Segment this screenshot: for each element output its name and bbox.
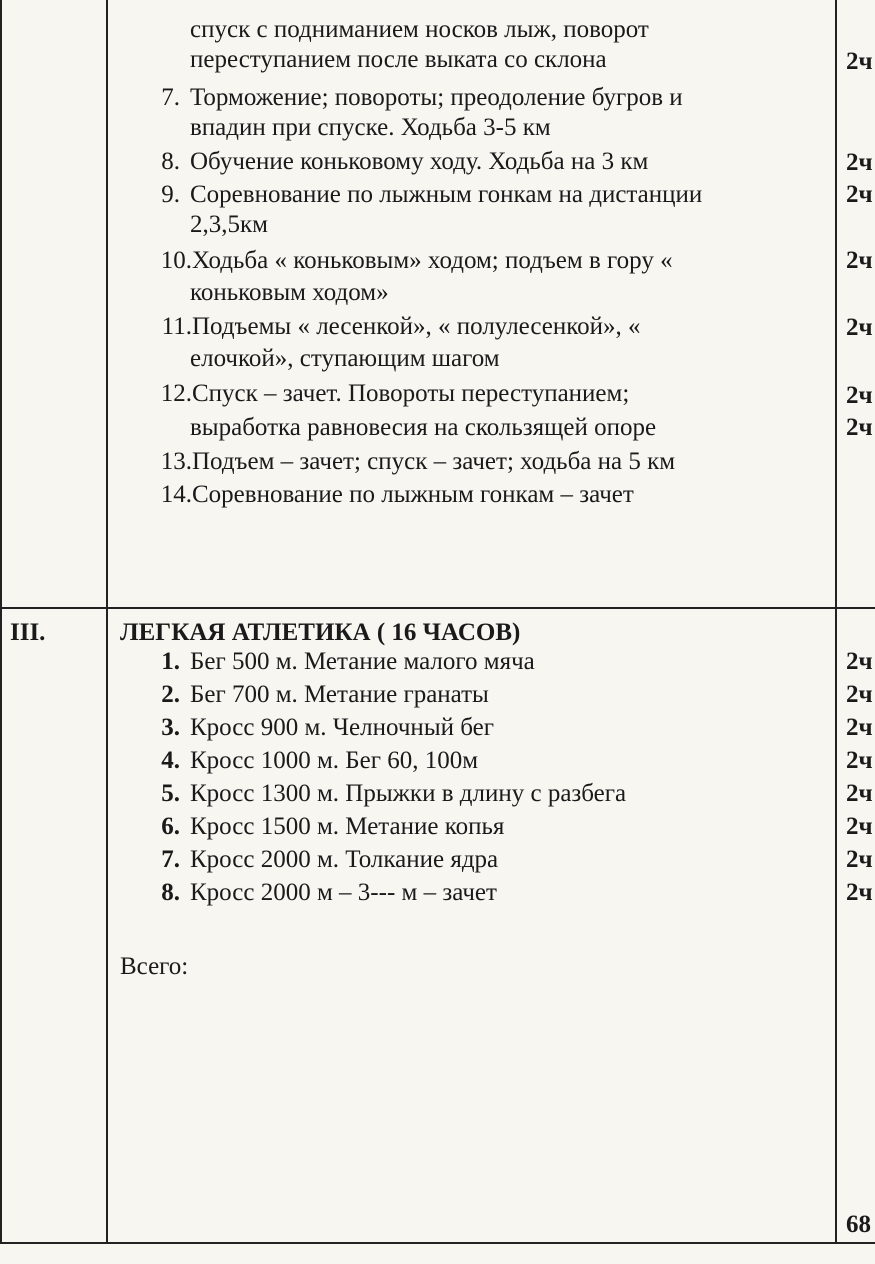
list-item-text: Обучение коньковому ходу. Ходьба на 3 км	[190, 148, 649, 175]
list-item-text: переступанием после выката со склона	[190, 46, 607, 73]
list-item-number: 10.	[160, 247, 192, 274]
hours-value: 2ч	[846, 648, 873, 675]
list-item-number: 2.	[161, 681, 180, 708]
list-item-text: коньковым ходом»	[190, 279, 389, 306]
table-left-border	[0, 0, 2, 1244]
list-item-text: Подъем – зачет; спуск – зачет; ходьба на 5 км	[192, 448, 676, 475]
list-item-number: 8.	[161, 879, 180, 906]
list-item-number: 6.	[161, 813, 180, 840]
hours-value: 2ч	[846, 247, 873, 274]
section-number: III.	[10, 619, 46, 646]
hours-value: 2ч	[846, 48, 873, 75]
hours-value: 2ч	[846, 382, 873, 409]
table-column-divider-1	[106, 0, 108, 1244]
total-label: Всего:	[120, 953, 189, 980]
list-item-text: Торможение; повороты; преодоление бугров и	[190, 84, 683, 111]
list-item-number: 5.	[161, 780, 180, 807]
list-item-number: 8.	[161, 148, 180, 175]
hours-value: 2ч	[846, 846, 873, 873]
list-item-number: 14.	[160, 481, 192, 508]
list-item-text: впадин при спуске. Ходьба 3-5 км	[190, 114, 551, 141]
list-item-text: Кросс 900 м. Челночный бег	[190, 714, 494, 741]
list-item-text: елочкой», ступающим шагом	[190, 345, 500, 372]
table-row-divider	[0, 607, 875, 609]
list-item-text: Бег 500 м. Метание малого мяча	[190, 648, 535, 675]
list-item-text: Кросс 1500 м. Метание копья	[190, 813, 505, 840]
list-item-text: Кросс 2000 м. Толкание ядра	[190, 846, 499, 873]
list-item-number: 3.	[161, 714, 180, 741]
hours-value: 2ч	[846, 314, 873, 341]
list-item-text: Кросс 2000 м – 3--- м – зачет	[190, 879, 497, 906]
hours-value: 2ч	[846, 747, 873, 774]
list-item-number: 4.	[161, 747, 180, 774]
list-item-text: спуск с подниманием носков лыж, поворот	[190, 16, 649, 43]
hours-value: 2ч	[846, 780, 873, 807]
hours-value: 2ч	[846, 681, 873, 708]
hours-value: 2ч	[846, 879, 873, 906]
list-item-text: Подъемы « лесенкой», « полулесенкой», «	[192, 313, 641, 340]
table-column-divider-2	[835, 0, 837, 1244]
list-item-number: 7.	[161, 846, 180, 873]
list-item-number: 1.	[161, 648, 180, 675]
hours-value: 2ч	[846, 813, 873, 840]
list-item-number: 13.	[160, 448, 192, 475]
hours-value: 2ч	[846, 414, 873, 441]
list-item-text: Соревнование по лыжным гонкам – зачет	[192, 481, 634, 508]
section-title: ЛЕГКАЯ АТЛЕТИКА ( 16 ЧАСОВ)	[120, 619, 521, 646]
list-item-text: выработка равновесия на скользящей опоре	[190, 414, 657, 441]
list-item-number: 9.	[161, 181, 180, 208]
list-item-text: Ходьба « коньковым» ходом; подъем в гору «	[192, 247, 673, 274]
list-item-text: Соревнование по лыжным гонкам на дистанции	[190, 181, 703, 208]
hours-value: 2ч	[846, 149, 873, 176]
list-item-text: Кросс 1000 м. Бег 60, 100м	[190, 747, 479, 774]
list-item-number: 12.	[160, 380, 192, 407]
table-bottom-border	[0, 1242, 875, 1244]
hours-value: 2ч	[846, 181, 873, 208]
list-item-text: Кросс 1300 м. Прыжки в длину с разбега	[190, 780, 627, 807]
list-item-text: Бег 700 м. Метание гранаты	[190, 681, 489, 708]
hours-value: 2ч	[846, 714, 873, 741]
list-item-text: 2,3,5км	[190, 211, 268, 238]
list-item-number: 7.	[161, 84, 180, 111]
total-value: 68	[846, 1211, 871, 1238]
list-item-number: 11.	[161, 313, 192, 340]
list-item-text: Спуск – зачет. Повороты переступанием;	[192, 380, 630, 407]
